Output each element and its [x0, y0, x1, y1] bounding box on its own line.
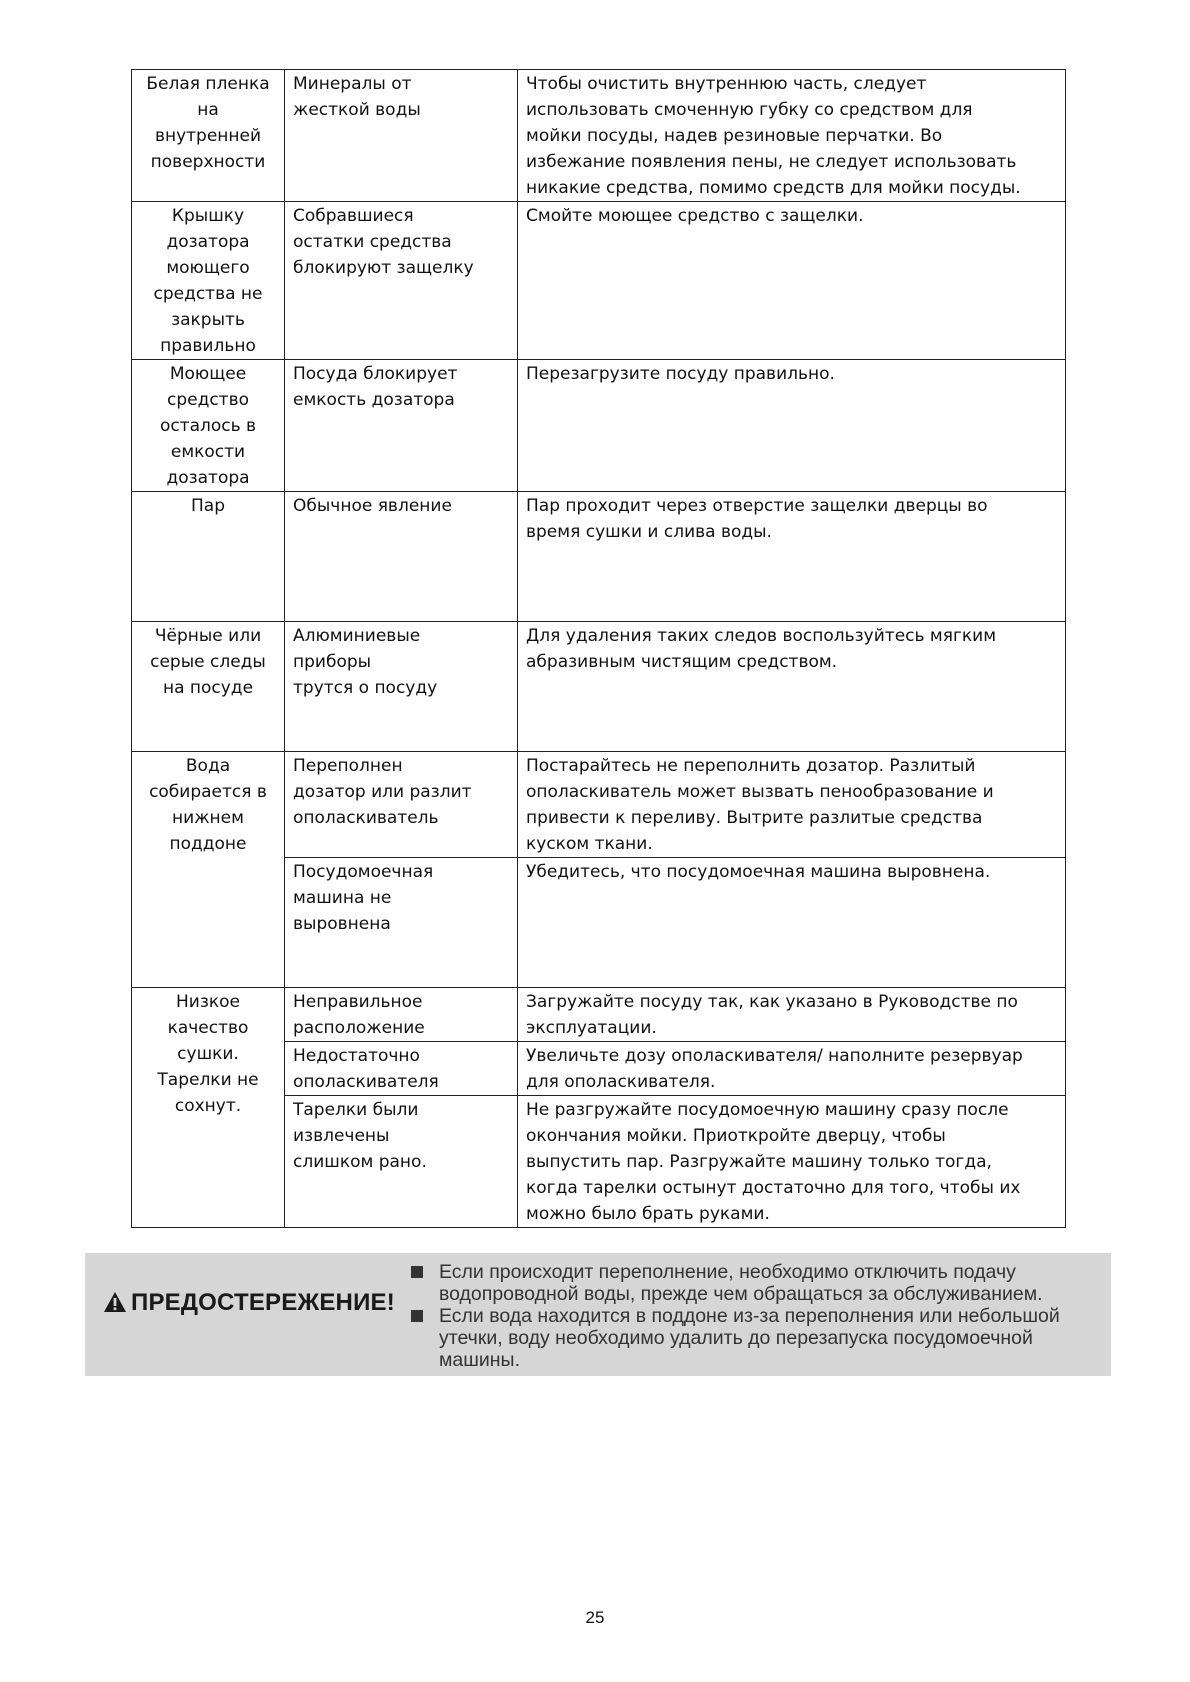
solution-cell: Перезагрузите посуду правильно. [518, 360, 1066, 492]
table-row [132, 202, 1066, 360]
table-row [132, 622, 1066, 752]
solution-cell: Постарайтесь не переполнить дозатор. Разлитый ополаскиватель может вызвать пенообразование и привести к переливу. Вытрите разлитые средства куском ткани. [518, 752, 1066, 858]
square-bullet-icon [411, 1310, 423, 1322]
table-row [132, 752, 1066, 858]
cause-cell: Обычное явление [285, 492, 518, 622]
table-row [132, 988, 1066, 1042]
solution-cell: Загружайте посуду так, как указано в Руководстве по эксплуатации. [518, 988, 1066, 1042]
cause-cell: Недостаточно ополаскивателя [285, 1042, 518, 1096]
problem-cell: Моющее средство осталось в емкости дозатора [132, 360, 285, 492]
warning-item-text: Если вода находится в поддоне из-за переполнения или небольшой утечки, воду необходимо удалить до перезапуска посудомоечной машины. [439, 1305, 1060, 1371]
warning-title [103, 1289, 395, 1317]
warning-triangle-icon [103, 1291, 127, 1313]
cause-cell: Переполнен дозатор или разлит ополаскиватель [285, 752, 518, 858]
problem-cell: Вода собирается в нижнем поддоне [132, 752, 285, 988]
problem-cell: Белая пленка на внутренней поверхности [132, 70, 285, 202]
cause-cell: Тарелки были извлечены слишком рано. [285, 1096, 518, 1228]
warning-list [411, 1261, 1101, 1371]
problem-cell: Низкое качество сушки. Тарелки не сохнут. [132, 988, 285, 1228]
cause-cell: Собравшиеся остатки средства блокируют защелку [285, 202, 518, 360]
warning-box [85, 1253, 1111, 1376]
list-item [411, 1261, 1101, 1305]
problem-cell: Чёрные или серые следы на посуде [132, 622, 285, 752]
warning-item-text: Если происходит переполнение, необходимо отключить подачу водопроводной воды, прежде чем обращаться за обслуживанием. [439, 1261, 1043, 1305]
solution-cell: Смойте моющее средство с защелки. [518, 202, 1066, 360]
solution-cell: Для удаления таких следов воспользуйтесь мягким абразивным чистящим средством. [518, 622, 1066, 752]
cause-cell: Минералы от жесткой воды [285, 70, 518, 202]
solution-cell: Пар проходит через отверстие защелки дверцы во время сушки и слива воды. [518, 492, 1066, 622]
cause-cell: Посудомоечная машина не выровнена [285, 858, 518, 988]
problem-cell: Крышку дозатора моющего средства не закрыть правильно [132, 202, 285, 360]
solution-cell: Увеличьте дозу ополаскивателя/ наполните резервуар для ополаскивателя. [518, 1042, 1066, 1096]
square-bullet-icon [411, 1266, 423, 1278]
solution-cell: Чтобы очистить внутреннюю часть, следует использовать смоченную губку со средством для мойки посуды, надев резиновые перчатки. Во избежание появления пены, не следует использовать никакие средства, помимо средств для мойки посуды. [518, 70, 1066, 202]
warning-title-text: ПРЕДОСТЕРЕЖЕНИЕ! [131, 1289, 395, 1316]
table-row [132, 492, 1066, 622]
problem-cell: Пар [132, 492, 285, 622]
cause-cell: Неправильное расположение [285, 988, 518, 1042]
table-row [132, 70, 1066, 202]
solution-cell: Убедитесь, что посудомоечная машина выровнена. [518, 858, 1066, 988]
cause-cell: Алюминиевые приборы трутся о посуду [285, 622, 518, 752]
table-row [132, 360, 1066, 492]
solution-cell: Не разгружайте посудомоечную машину сразу после окончания мойки. Приоткройте дверцу, чтобы выпустить пар. Разгружайте машину только тогда, когда тарелки остынут достаточно для того, чтобы их можно было брать руками. [518, 1096, 1066, 1228]
troubleshooting-table [131, 69, 1066, 1228]
page-number: 25 [585, 1608, 605, 1627]
cause-cell: Посуда блокирует емкость дозатора [285, 360, 518, 492]
list-item [411, 1305, 1101, 1371]
